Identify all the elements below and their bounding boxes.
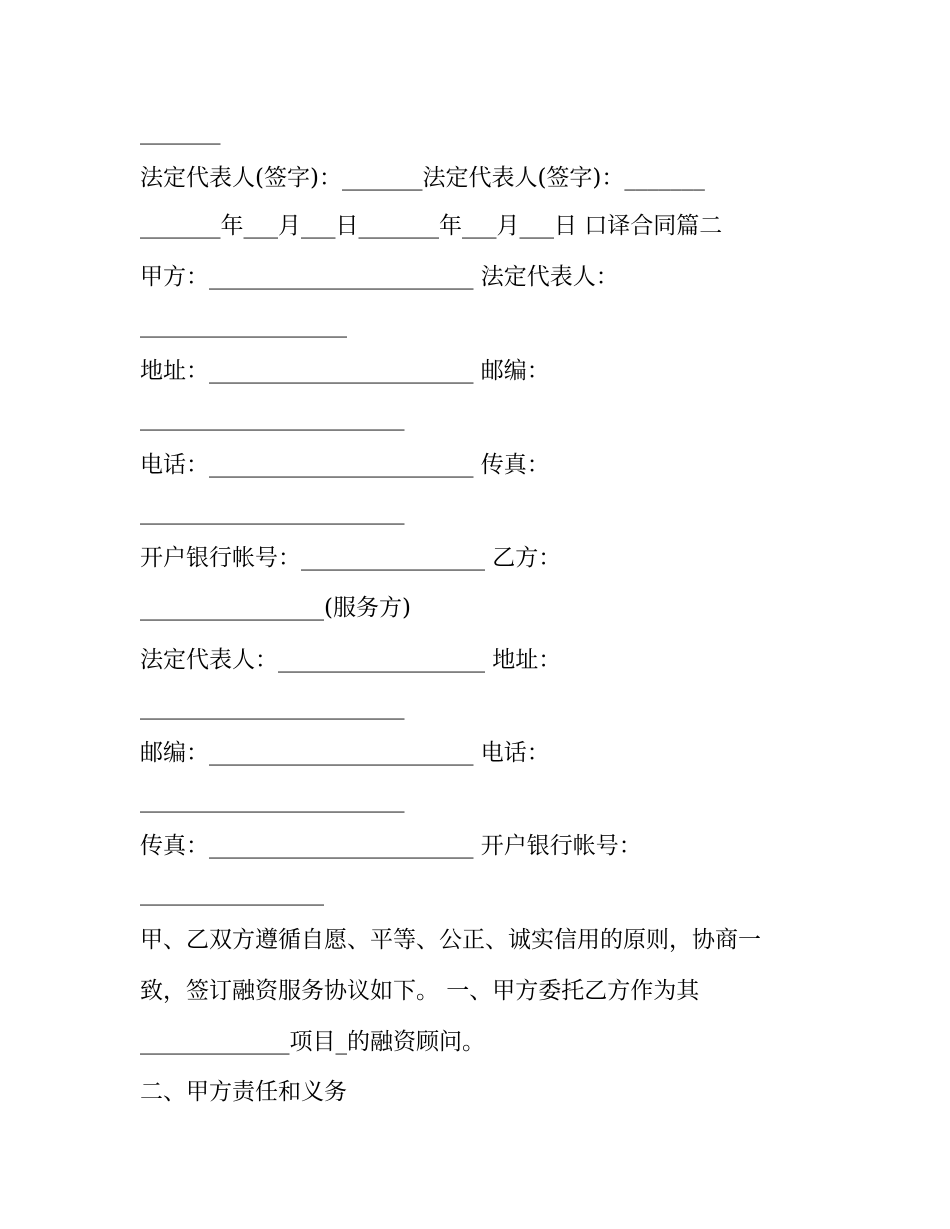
phone-fax-line: 电话：_______________________ 传真： bbox=[140, 452, 550, 478]
section-heading-party-a-duties: 二、甲方责任和义务 bbox=[140, 1079, 347, 1105]
party-b-fax-bank-line: 传真：_______________________ 开户银行帐号： bbox=[140, 833, 642, 859]
legal-representative-signature-line: 法定代表人(签字)：_______法定代表人(签字)：_______ bbox=[140, 165, 705, 191]
signature-underline: _______ bbox=[140, 119, 221, 145]
party-b-service-provider-line: ________________(服务方) bbox=[140, 595, 411, 621]
party-a-line: 甲方：_______________________ 法定代表人： bbox=[140, 264, 619, 290]
address-postcode-line: 地址：_______________________ 邮编： bbox=[140, 358, 550, 384]
fax-blank: _______________________ bbox=[140, 499, 405, 525]
project-consultant-line: _____________项目_的融资顾问。 bbox=[140, 1029, 485, 1055]
agreement-preamble-line-1: 甲、乙双方遵循自愿、平等、公正、诚实信用的原则，协商一 bbox=[140, 927, 761, 953]
party-b-address-blank: _______________________ bbox=[140, 694, 405, 720]
party-b-phone-blank: _______________________ bbox=[140, 787, 405, 813]
party-b-representative-address-line: 法定代表人：__________________ 地址： bbox=[140, 647, 562, 673]
bank-account-party-b-line: 开户银行帐号：________________ 乙方： bbox=[140, 545, 562, 571]
party-a-representative-blank: __________________ bbox=[140, 312, 347, 338]
agreement-preamble-line-2: 致，签订融资服务协议如下。 一、甲方委托乙方作为其 bbox=[140, 978, 700, 1004]
party-b-bank-blank: ________________ bbox=[140, 880, 324, 906]
postcode-blank: _______________________ bbox=[140, 405, 405, 431]
party-b-postcode-phone-line: 邮编：_______________________ 电话： bbox=[140, 740, 550, 766]
date-line-and-section-title: _______年___月___日_______年___月___日 口译合同篇二 bbox=[140, 213, 723, 239]
